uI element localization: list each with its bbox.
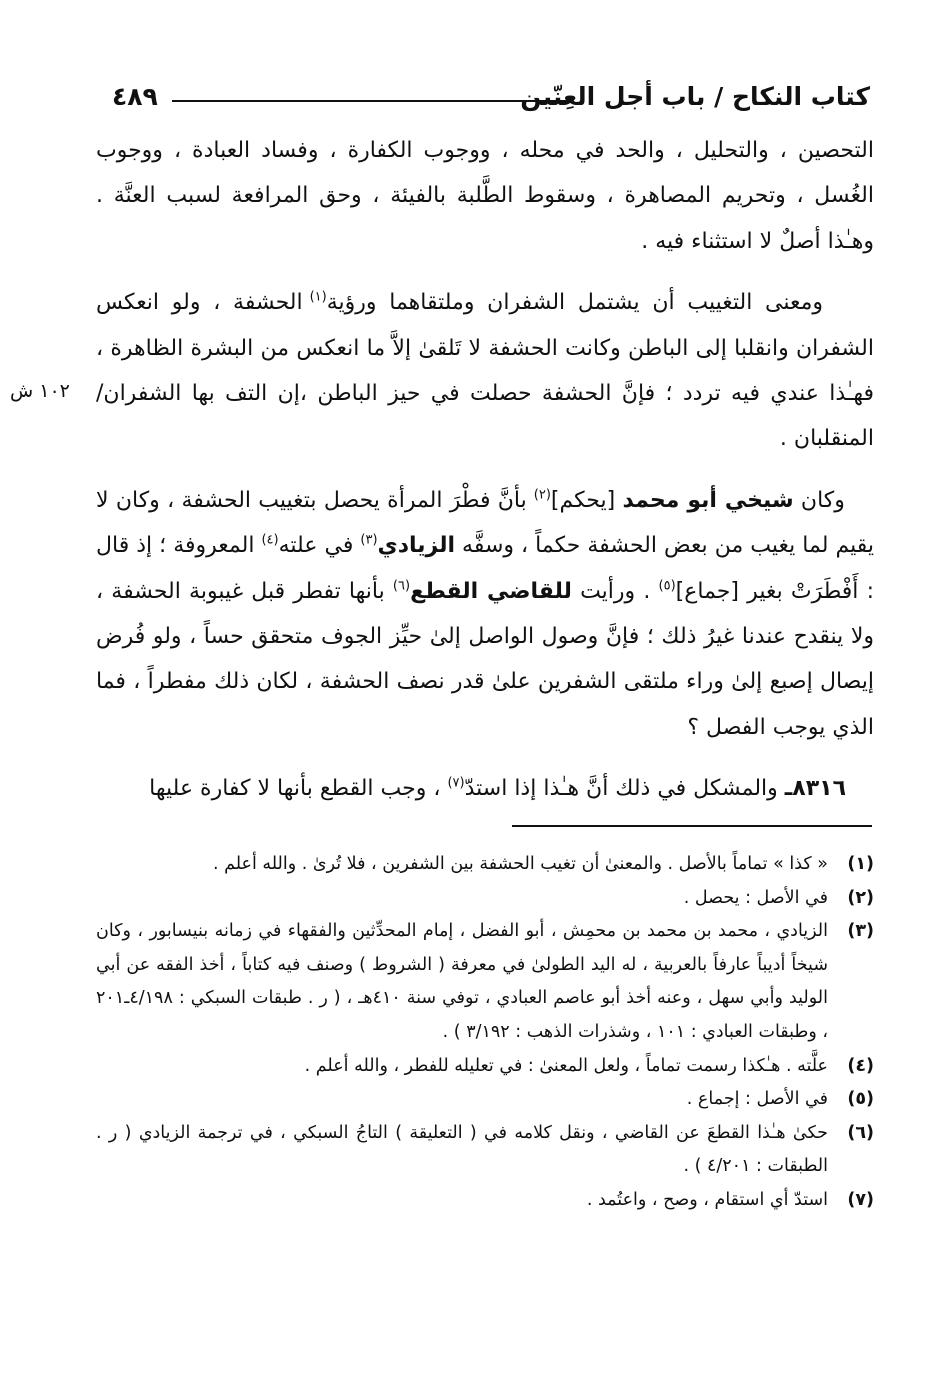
name-bold: الزيادي [377, 533, 455, 559]
footnote-ref-4[interactable]: (٤) [261, 532, 279, 548]
footnote-number: (٢) [847, 887, 874, 908]
name-bold: شيخي أبو محمد [622, 487, 794, 513]
text-span: ، وجب القطع بأنها لا كفارة عليها [149, 776, 448, 802]
footnote-ref-3[interactable]: (٣) [360, 532, 378, 548]
paragraph-4 [96, 766, 874, 811]
footnote [96, 1184, 874, 1218]
text-span: ومعنى التغييب أن يشتمل الشفران وملتقاهما ورؤية [326, 290, 824, 316]
footnote-ref-6[interactable]: (٦) [392, 578, 411, 594]
page-number: ٤٨٩ [112, 82, 158, 111]
page-title: كتاب النكاح / باب أجل العِنّين [520, 82, 870, 111]
footnote-number: (٤) [847, 1055, 874, 1076]
main-text [96, 128, 874, 812]
footnote-ref-2[interactable]: (٢) [533, 487, 551, 503]
margin-note: ١٠٢ ش [10, 380, 70, 402]
text-span: . ورأيت [571, 578, 659, 604]
text-span: والمشكل في ذلك أنَّ هـٰذا إذا استدّ [464, 776, 785, 802]
running-header [112, 80, 870, 116]
text-span: [يحكم] [550, 487, 623, 513]
footnote-number: (٦) [847, 1122, 874, 1143]
text-span: المعروفة ؛ إذ قال : أَفْطَرَتْ بغير [جماع] [96, 533, 875, 604]
footnote-text: « كذا » تماماً بالأصل . والمعنىٰ أن تغيب الحشفة بين الشفرين ، فلا تُرىٰ . والله أعلم . [212, 854, 828, 874]
footnote-number: (١) [847, 854, 874, 874]
footnote-ref-7[interactable]: (٧) [447, 775, 465, 791]
footnote-number: (٧) [847, 1189, 874, 1210]
footnote-text: في الأصل : إجماع . [686, 1089, 828, 1110]
footnote [96, 882, 874, 916]
footnotes [96, 848, 874, 1218]
footnote-separator [512, 825, 872, 827]
paragraph-3 [96, 478, 874, 750]
name-bold: للقاضي القطع [410, 578, 572, 604]
footnote-number: (٥) [847, 1089, 874, 1110]
paragraph-2 [96, 280, 874, 462]
section-number: ٨٣١٦ـ [784, 776, 847, 802]
text-span: الحشفة ، ولو انعكس الشفران وانقلبا إلى الباطن وكانت الحشفة لا تَلقىٰ إلاَّ ما انعكس من البشرة الظاهرة ، فهـٰذا عندي فيه تردد ؛ فإنَّ الحشفة حصلت في حيز الباطن ،إن التف بها الشفران/ المنقلبان . [96, 290, 874, 452]
footnote [96, 915, 874, 1049]
header-rule [172, 100, 570, 102]
footnote-ref-1[interactable]: (١) [309, 289, 327, 305]
footnote [96, 1117, 874, 1184]
footnote-text: حكىٰ هـٰذا القطعَ عن القاضي ، ونقل كلامه في ( التعليقة ) التاجُ السبكي ، في ترجمة الزيادي ( ر . الطبقات : ٤/٢٠١ ) . [96, 1122, 828, 1177]
footnote [96, 848, 874, 882]
footnote-ref-5[interactable]: (٥) [658, 578, 676, 594]
text-span: وكان [793, 487, 845, 513]
text-span: في علته [278, 533, 361, 559]
footnote-text: الزيادي ، محمد بن محمد بن محمِش ، أبو الفضل ، إمام المحدِّثين والفقهاء في زمانه بنيسابور ، وكان شيخاً أديباً عارفاً بالعربية ، له اليد الطولىٰ في معرفة ( الشروط ) وصنف فيه كتاباً ، أخذ الفقه عن أبي الوليد وأبي سهل ، وعنه أخذ أبو عاصم العبادي ، توفي سنة ٤١٠هـ ، ( ر . طبقات السبكي : ٤/١٩٨ـ٢٠١ ، وطبقات العبادي : ١٠١ ، وشذرات الذهب : ٣/١٩٢ ) . [96, 921, 828, 1042]
text-span: بأنها تفطر قبل غيبوبة الحشفة ، ولا ينقدح عندنا غيرُ ذلك ؛ فإنَّ وصول الواصل إلىٰ حيِّز الجوف متحقق حساً ، ولو فُرض إيصال إصبع إلىٰ وراء ملتقى الشفرين علىٰ قدر نصف الحشفة ، لكان ذلك مفطراً ، فما الذي يوجب الفصل ؟ [96, 578, 874, 740]
footnote [96, 1083, 874, 1117]
footnote-number: (٣) [847, 921, 874, 942]
footnote-text: استدّ أي استقام ، وصح ، واعتُمد . [586, 1189, 828, 1210]
footnote-text: علَّته . هـٰكذا رسمت تماماً ، ولعل المعنىٰ : في تعليله للفطر ، والله أعلم . [304, 1055, 828, 1076]
footnote [96, 1050, 874, 1084]
footnote-text: في الأصل : يحصل . [683, 887, 828, 908]
paragraph-1: التحصين ، والتحليل ، والحد في محله ، ووجوب الكفارة ، وفساد العبادة ، ووجوب الغُسل ، وتحريم المصاهرة ، وسقوط الطَّلبة بالفيئة ، وحق المرافعة لسبب العنَّة . وهـٰذا أصلٌ لا استثناء فيه . [96, 138, 874, 254]
text-span: بأنَّ فطْرَ المرأة يحصل بتغييب الحشفة ، وكان لا يقيم لما يغيب من بعض الحشفة حكماً ، وسفَّه [96, 487, 874, 559]
